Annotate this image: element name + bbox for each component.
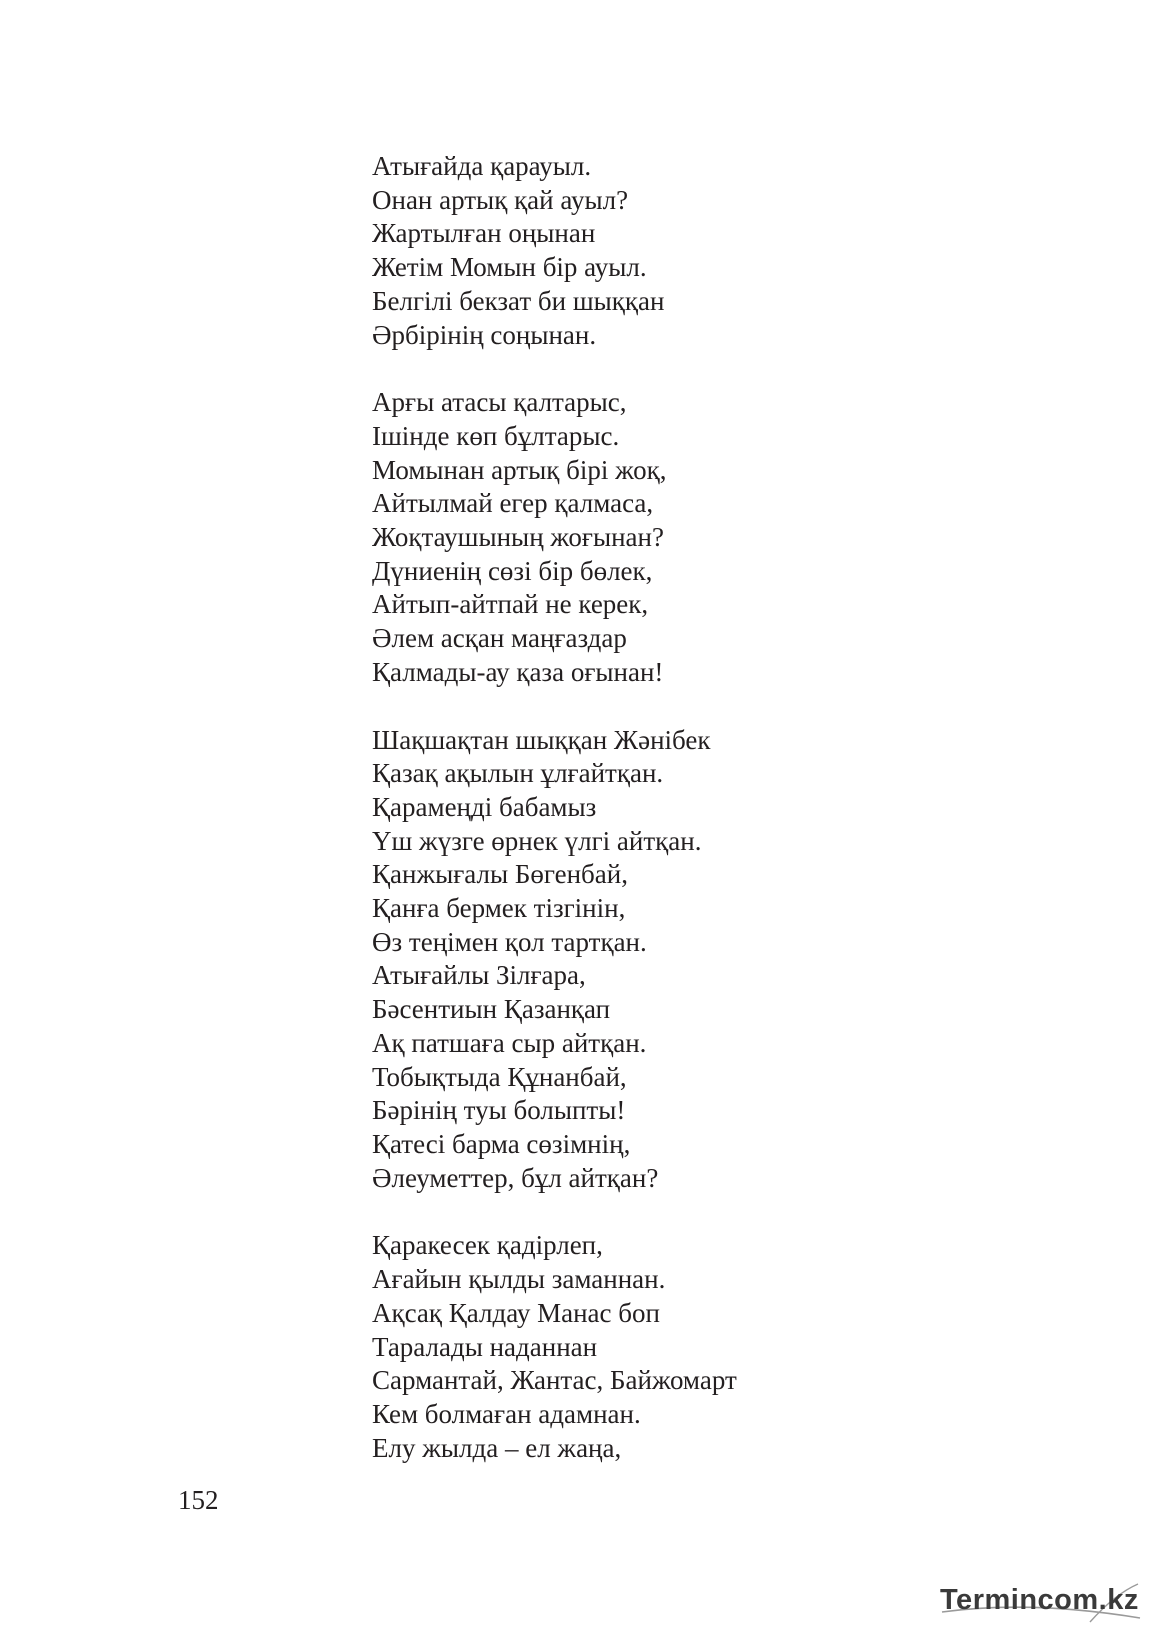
poem <box>372 150 972 1499</box>
poem-line: Жетім Момын бір ауыл. <box>372 252 647 283</box>
poem-line: Жартылған оңынан <box>372 218 596 249</box>
stanza <box>372 724 972 1196</box>
poem-line: Қаракесек қадірлеп, <box>372 1230 603 1261</box>
poem-line: Шақшақтан шыққан Жәнібек <box>372 724 711 755</box>
poem-line: Қатесі барма сөзімнің, <box>372 1128 631 1159</box>
poem-line: Қарамеңді бабамыз <box>372 791 597 822</box>
poem-line: Жоқтаушының жоғынан? <box>372 522 664 553</box>
poem-line: Қанжығалы Бөгенбай, <box>372 859 628 890</box>
poem-line: Үш жүзге өрнек үлгі айтқан. <box>372 825 702 856</box>
poem-line: Бәрінің туы болыпты! <box>372 1095 626 1126</box>
watermark-text: Termincom.kz <box>940 1584 1139 1616</box>
poem-line: Тобықтыда Құнанбай, <box>372 1061 627 1092</box>
poem-line: Айтылмай егер қалмаса, <box>372 488 654 519</box>
poem-line: Сармантай, Жантас, Байжомарт <box>372 1365 737 1396</box>
poem-line: Өз теңімен қол тартқан. <box>372 926 647 957</box>
poem-line: Белгілі бекзат би шыққан <box>372 285 665 316</box>
poem-line: Әрбірінің соңынан. <box>372 319 597 350</box>
poem-line: Ағайын қылды заманнан. <box>372 1264 666 1295</box>
poem-line: Бәсентиын Қазанқап <box>372 994 611 1025</box>
poem-line: Ішінде көп бұлтарыс. <box>372 420 620 451</box>
poem-line: Арғы атасы қалтарыс, <box>372 387 627 418</box>
poem-line: Дүниенің сөзі бір бөлек, <box>372 555 653 586</box>
poem-line: Қанға бермек тізгінін, <box>372 893 626 924</box>
page-number: 152 <box>178 1485 219 1515</box>
poem-line: Кем болмаған адамнан. <box>372 1398 641 1429</box>
stanza <box>372 386 972 689</box>
poem-line: Әлеуметтер, бұл айтқан? <box>372 1162 659 1193</box>
poem-line: Елу жылда – ел жаңа, <box>372 1432 622 1463</box>
poem-line: Онан артық қай ауыл? <box>372 184 629 215</box>
stanza <box>372 1229 972 1465</box>
stanza <box>372 150 972 352</box>
poem-line: Момынан артық бірі жоқ, <box>372 454 667 485</box>
poem-line: Әлем асқан маңғаздар <box>372 623 627 654</box>
poem-line: Таралады наданнан <box>372 1331 598 1362</box>
poem-line: Қазақ ақылын ұлғайтқан. <box>372 758 664 789</box>
poem-line: Ақ патшаға сыр айтқан. <box>372 1027 647 1058</box>
watermark-logo <box>940 1582 1145 1624</box>
poem-line: Атығайда қарауыл. <box>372 151 592 181</box>
poem-line: Қалмады-ау қаза оғынан! <box>372 656 664 687</box>
poem-line: Ақсақ Қалдау Манас боп <box>372 1297 660 1328</box>
poem-line: Атығайлы Зілғара, <box>372 960 586 991</box>
poem-line: Айтып-айтпай не керек, <box>372 589 649 620</box>
